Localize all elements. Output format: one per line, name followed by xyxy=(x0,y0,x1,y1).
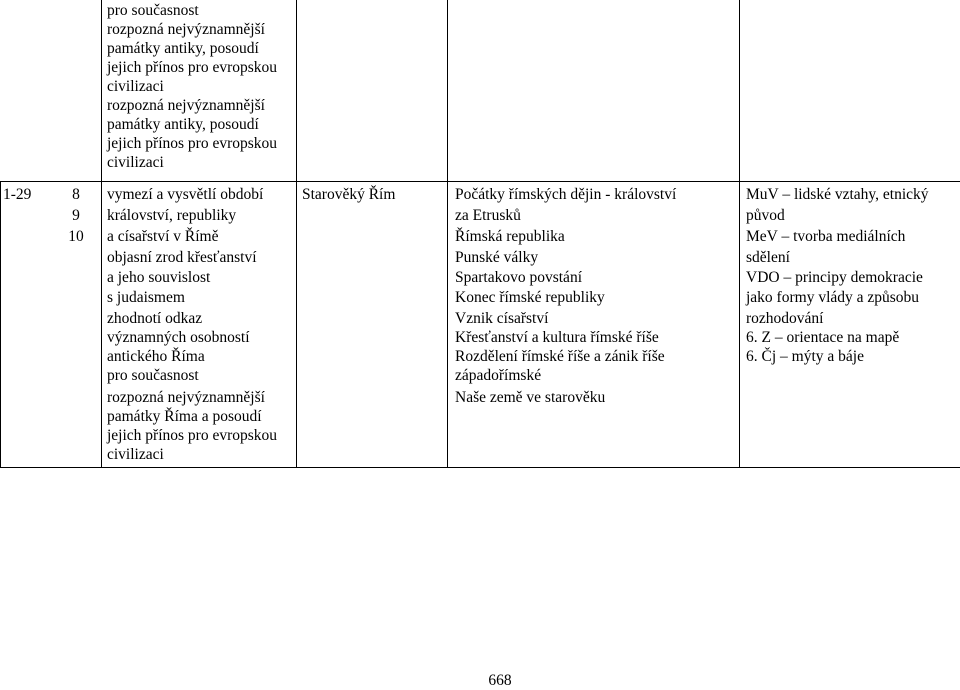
lesson-number: 8 xyxy=(72,186,80,203)
lesson-number: 10 xyxy=(68,228,84,245)
table-border-bottom xyxy=(0,467,960,468)
outcome-line: památky Říma a posoudí xyxy=(107,408,262,425)
crosscurricular-line: jako formy vlády a způsobu xyxy=(746,289,920,306)
outcome-line: vymezí a vysvětlí období xyxy=(107,186,264,203)
text-line: jejich přínos pro evropskou xyxy=(107,135,278,152)
curriculum-line: Římská republika xyxy=(455,228,565,245)
curriculum-line: za Etrusků xyxy=(455,207,521,224)
page-number: 668 xyxy=(488,672,512,689)
column-divider-1 xyxy=(101,0,102,468)
curriculum-line: Naše země ve starověku xyxy=(455,389,606,406)
text-line: památky antiky, posoudí xyxy=(107,40,259,57)
outcome-line: objasní zrod křesťanství xyxy=(107,249,257,266)
table-border-left xyxy=(0,181,1,468)
outcome-line: s judaismem xyxy=(107,289,185,306)
week-range: 1-29 xyxy=(3,186,32,203)
outcome-line: civilizaci xyxy=(107,446,164,463)
outcome-line: pro současnost xyxy=(107,367,199,384)
outcome-line: a císařství v Římě xyxy=(107,228,219,245)
text-line: rozpozná nejvýznamnější xyxy=(107,21,265,38)
curriculum-line: Křesťanství a kultura římské říše xyxy=(455,329,659,346)
crosscurricular-line: 6. Z – orientace na mapě xyxy=(746,329,900,346)
outcome-line: rozpozná nejvýznamnější xyxy=(107,389,265,406)
text-line: památky antiky, posoudí xyxy=(107,116,259,133)
curriculum-line: Spartakovo povstání xyxy=(455,269,582,286)
column-divider-4 xyxy=(739,0,740,468)
outcome-line: jejich přínos pro evropskou xyxy=(107,427,278,444)
curriculum-line: Rozdělení římské říše a zánik říše xyxy=(455,348,665,365)
lesson-number: 9 xyxy=(72,207,80,224)
text-line: civilizaci xyxy=(107,154,164,171)
curriculum-line: západořímské xyxy=(455,367,542,384)
outcome-line: antického Říma xyxy=(107,348,205,365)
text-line: jejich přínos pro evropskou xyxy=(107,59,278,76)
curriculum-line: Konec římské republiky xyxy=(455,289,605,306)
outcome-line: zhodnotí odkaz xyxy=(107,310,203,327)
curriculum-line: Vznik císařství xyxy=(455,310,549,327)
crosscurricular-line: sdělení xyxy=(746,249,790,266)
crosscurricular-line: původ xyxy=(746,207,785,224)
crosscurricular-line: 6. Čj – mýty a báje xyxy=(746,348,864,365)
crosscurricular-line: rozhodování xyxy=(746,310,824,327)
curriculum-line: Punské války xyxy=(455,249,539,266)
topic: Starověký Řím xyxy=(302,186,396,203)
column-divider-2 xyxy=(296,0,297,468)
outcome-line: a jeho souvislost xyxy=(107,269,211,286)
text-line: pro současnost xyxy=(107,2,199,19)
text-line: civilizaci xyxy=(107,78,164,95)
text-line: rozpozná nejvýznamnější xyxy=(107,97,265,114)
outcome-line: významných osobností xyxy=(107,329,250,346)
crosscurricular-line: MeV – tvorba mediálních xyxy=(746,228,906,245)
crosscurricular-line: VDO – principy demokracie xyxy=(746,269,923,286)
row-divider xyxy=(0,181,960,182)
crosscurricular-line: MuV – lidské vztahy, etnický xyxy=(746,186,929,203)
curriculum-line: Počátky římských dějin - království xyxy=(455,186,677,203)
outcome-line: království, republiky xyxy=(107,207,237,224)
column-divider-3 xyxy=(447,0,448,468)
